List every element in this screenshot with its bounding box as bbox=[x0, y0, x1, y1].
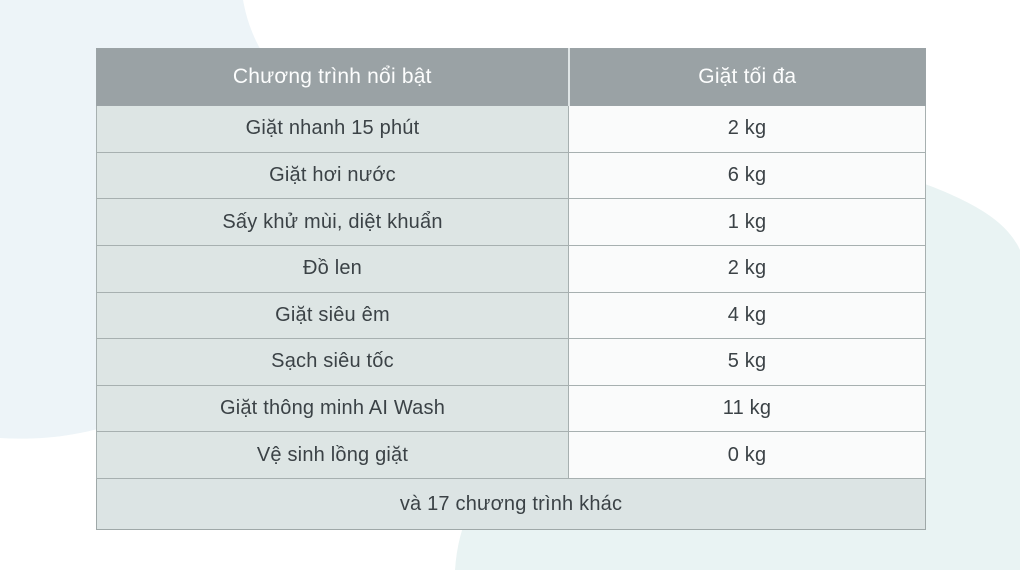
program-spec-table bbox=[96, 48, 926, 530]
program-cell: Giặt hơi nước bbox=[97, 152, 569, 199]
table-row bbox=[97, 152, 926, 199]
column-header-max-load: Giặt tối đa bbox=[569, 49, 926, 106]
table-body bbox=[97, 106, 926, 479]
max-load-cell: 2 kg bbox=[569, 245, 926, 292]
max-load-cell: 5 kg bbox=[569, 339, 926, 386]
table-row bbox=[97, 432, 926, 479]
max-load-cell: 1 kg bbox=[569, 199, 926, 246]
table-row bbox=[97, 106, 926, 153]
footer-note: và 17 chương trình khác bbox=[97, 479, 926, 530]
max-load-cell: 11 kg bbox=[569, 385, 926, 432]
program-cell: Vệ sinh lồng giặt bbox=[97, 432, 569, 479]
footer-row bbox=[97, 479, 926, 530]
table-header bbox=[97, 49, 926, 106]
max-load-cell: 6 kg bbox=[569, 152, 926, 199]
table-row bbox=[97, 339, 926, 386]
table-row bbox=[97, 245, 926, 292]
program-cell: Giặt siêu êm bbox=[97, 292, 569, 339]
column-header-program: Chương trình nổi bật bbox=[97, 49, 569, 106]
table-row bbox=[97, 385, 926, 432]
program-cell: Sấy khử mùi, diệt khuẩn bbox=[97, 199, 569, 246]
header-row bbox=[97, 49, 926, 106]
table-row bbox=[97, 292, 926, 339]
max-load-cell: 4 kg bbox=[569, 292, 926, 339]
max-load-cell: 0 kg bbox=[569, 432, 926, 479]
max-load-cell: 2 kg bbox=[569, 106, 926, 153]
program-cell: Giặt nhanh 15 phút bbox=[97, 106, 569, 153]
table-footer bbox=[97, 479, 926, 530]
program-cell: Sạch siêu tốc bbox=[97, 339, 569, 386]
table-row bbox=[97, 199, 926, 246]
program-cell: Đồ len bbox=[97, 245, 569, 292]
program-cell: Giặt thông minh AI Wash bbox=[97, 385, 569, 432]
